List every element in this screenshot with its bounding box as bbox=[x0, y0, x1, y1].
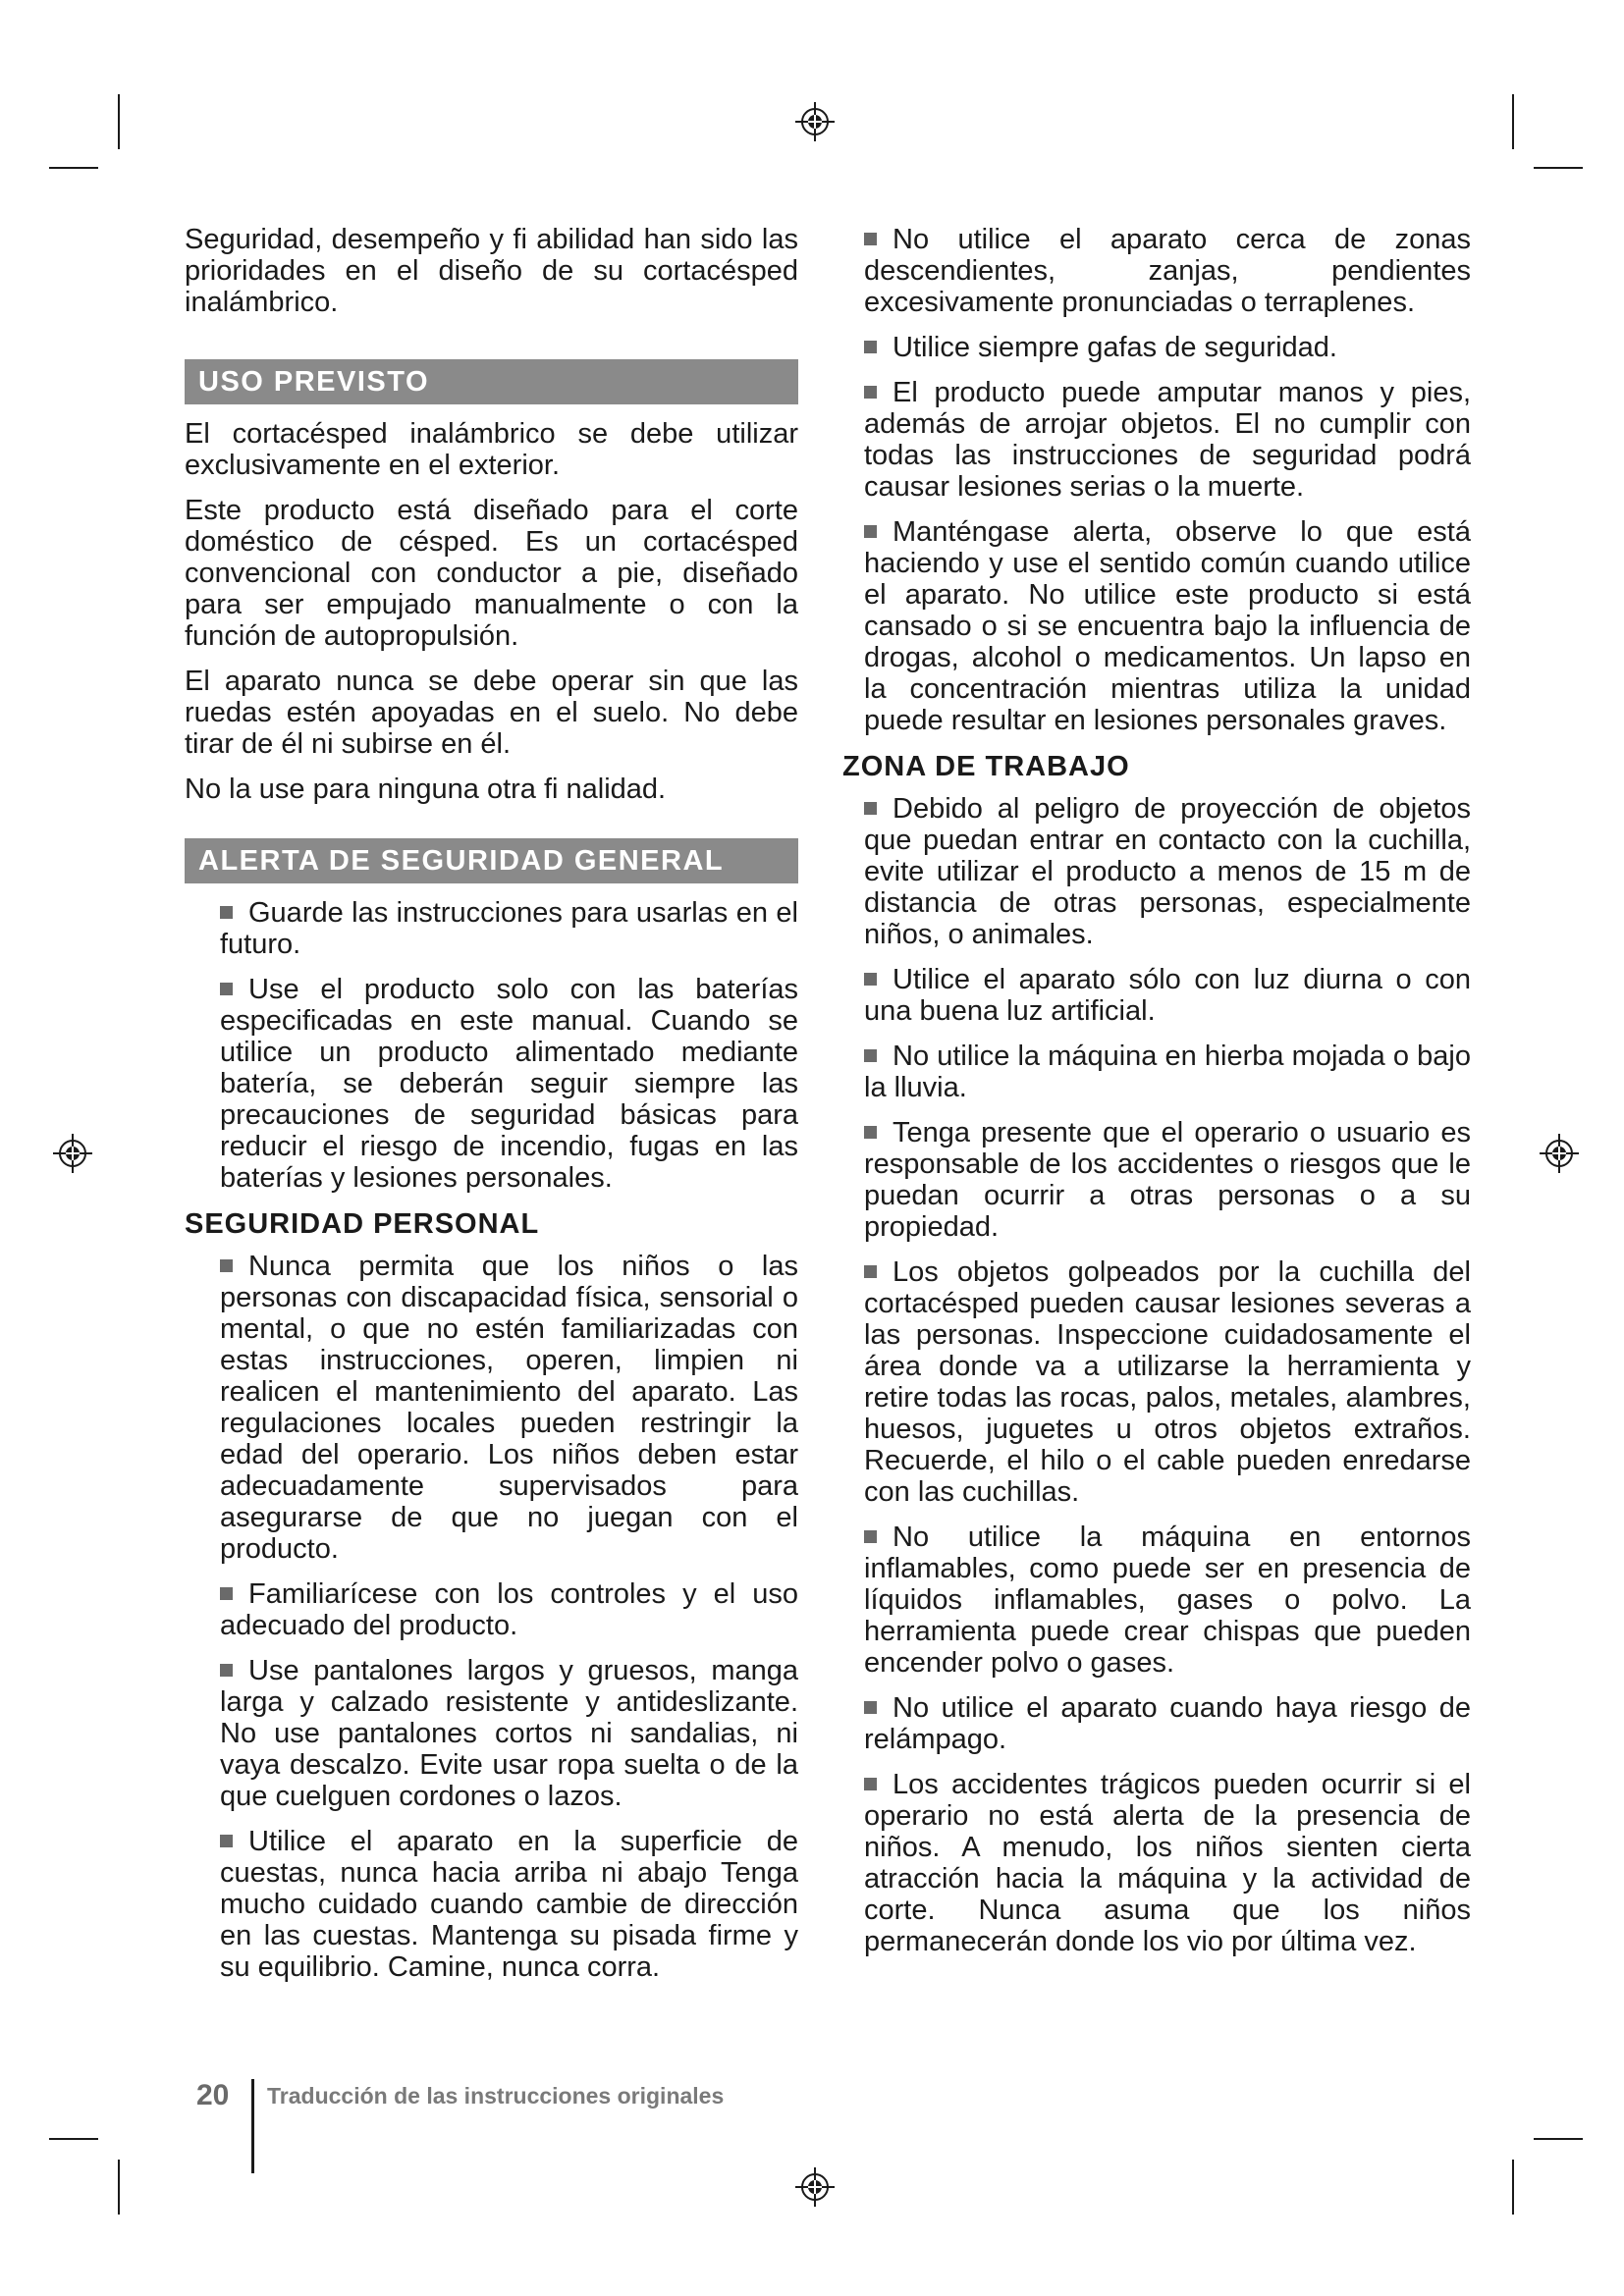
square-bullet-icon bbox=[220, 1664, 233, 1677]
square-bullet-icon bbox=[864, 341, 877, 353]
intro-paragraph: Seguridad, desempeño y fi abilidad han sido las prioridades en el diseño de su cortacésped inalámbrico. bbox=[185, 224, 798, 318]
list-item-text: Los objetos golpeados por la cuchilla del cortacésped pueden causar lesiones severas a las personas. Inspeccione cuidadosamente el área donde va a utilizarse la herramienta y retire todas las rocas, palos, metales, alambres, huesos, juguetes u otros objetos extraños. Recuerde, el hilo o el cable pueden enredarse con las cuchillas. bbox=[864, 1256, 1471, 1508]
list-item-text: No utilice la máquina en entornos inflamables, como puede ser en presencia de líquidos inflamables, gases o polvo. La herramienta puede crear chispas que pueden encender polvo o gases. bbox=[864, 1522, 1471, 1679]
list-item-text: Utilice el aparato sólo con luz diurna o con una buena luz artificial. bbox=[864, 964, 1471, 1027]
square-bullet-icon bbox=[220, 983, 233, 995]
crop-mark bbox=[49, 167, 98, 169]
crop-mark bbox=[1534, 167, 1583, 169]
list-item-text: No utilice el aparato cuando haya riesgo de relámpago. bbox=[864, 1692, 1471, 1755]
alerta-list bbox=[185, 897, 798, 1194]
list-item bbox=[864, 964, 1471, 1027]
square-bullet-icon bbox=[220, 1259, 233, 1272]
registration-mark-icon bbox=[793, 100, 837, 143]
square-bullet-icon bbox=[864, 525, 877, 538]
list-item-text: Tenga presente que el operario o usuario es responsable de los accidentes o riesgos que le puedan ocurrir a otras personas o a su propiedad. bbox=[864, 1117, 1471, 1243]
list-item bbox=[220, 974, 798, 1194]
registration-mark-icon bbox=[793, 2165, 837, 2209]
crop-mark bbox=[1512, 2160, 1514, 2215]
list-item bbox=[864, 377, 1471, 503]
list-item bbox=[864, 1769, 1471, 1957]
crop-mark bbox=[1534, 2138, 1583, 2140]
registration-mark-icon bbox=[1538, 1132, 1581, 1175]
section-heading-alerta: ALERTA DE SEGURIDAD GENERAL bbox=[185, 838, 798, 883]
seguridad-personal-list bbox=[185, 1251, 798, 1983]
list-item-text: Nunca permita que los niños o las personas con discapacidad física, sensorial o mental, o que no estén familiarizadas con estas instrucciones, operen, limpien ni realicen el mantenimiento del aparato. Las regulaciones locales pueden restringir la edad del operario. Los niños deben estar adecuadamente supervisados para asegurarse de que no juegan con el producto. bbox=[220, 1251, 798, 1565]
list-item bbox=[864, 1117, 1471, 1243]
list-item-text: Familiarícese con los controles y el uso adecuado del producto. bbox=[220, 1578, 798, 1641]
list-item-text: Use el producto solo con las baterías especificadas en este manual. Cuando se utilice un producto alimentado mediante batería, se deberán seguir siempre las precauciones de seguridad básicas para reducir el riesgo de incendio, fugas en las baterías y lesiones personales. bbox=[220, 974, 798, 1194]
list-item bbox=[864, 1522, 1471, 1679]
crop-mark bbox=[118, 2160, 120, 2215]
list-item-text: Utilice siempre gafas de seguridad. bbox=[893, 332, 1337, 363]
crop-mark bbox=[118, 94, 120, 149]
uso-previsto-paragraph: No la use para ninguna otra fi nalidad. bbox=[185, 774, 667, 805]
list-item bbox=[864, 1041, 1471, 1103]
square-bullet-icon bbox=[864, 1778, 877, 1790]
left-column bbox=[185, 224, 798, 1997]
list-item bbox=[220, 897, 798, 960]
section-heading-uso-previsto: USO PREVISTO bbox=[185, 359, 798, 404]
section-heading-seguridad-personal: SEGURIDAD PERSONAL bbox=[185, 1208, 540, 1240]
crop-mark bbox=[49, 2138, 98, 2140]
square-bullet-icon bbox=[220, 1835, 233, 1847]
list-item bbox=[864, 1692, 1471, 1755]
square-bullet-icon bbox=[864, 1265, 877, 1278]
safety-list bbox=[842, 224, 1471, 736]
list-item-text: Los accidentes trágicos pueden ocurrir si el operario no está alerta de la presencia de niños. A menudo, los niños sienten cierta atracción hacia la máquina y la actividad de corte. Nunca asuma que los niños permanecerán donde los vio por última vez. bbox=[864, 1769, 1471, 1957]
list-item bbox=[864, 224, 1471, 318]
square-bullet-icon bbox=[864, 1049, 877, 1062]
uso-previsto-paragraph: El cortacésped inalámbrico se debe utilizar exclusivamente en el exterior. bbox=[185, 418, 798, 481]
list-item-text: Guarde las instrucciones para usarlas en el futuro. bbox=[220, 897, 798, 960]
right-column bbox=[842, 224, 1471, 1971]
square-bullet-icon bbox=[864, 802, 877, 815]
list-item bbox=[220, 1826, 798, 1983]
section-heading-zona-trabajo: ZONA DE TRABAJO bbox=[842, 751, 1130, 782]
footer-divider bbox=[251, 2079, 254, 2173]
footer-text: Traducción de las instrucciones originales bbox=[267, 2083, 725, 2109]
list-item-text: Manténgase alerta, observe lo que está haciendo y use el sentido común cuando utilice el aparato. No utilice este producto si está cansado o si se encuentra bajo la influencia de drogas, alcohol o medicamentos. Un lapso en la concentración mientras utiliza la unidad puede resultar en lesiones personales graves. bbox=[864, 516, 1471, 736]
registration-mark-icon bbox=[51, 1132, 94, 1175]
list-item bbox=[864, 793, 1471, 950]
uso-previsto-paragraph: El aparato nunca se debe operar sin que las ruedas estén apoyadas en el suelo. No debe tirar de él ni subirse en él. bbox=[185, 666, 798, 760]
list-item-text: Use pantalones largos y gruesos, manga larga y calzado resistente y antideslizante. No use pantalones cortos ni sandalias, ni vaya descalzo. Evite usar ropa suelta o de la que cuelguen cordones o lazos. bbox=[220, 1655, 798, 1812]
square-bullet-icon bbox=[864, 386, 877, 399]
square-bullet-icon bbox=[864, 1530, 877, 1543]
list-item-text: No utilice el aparato cerca de zonas descendientes, zanjas, pendientes excesivamente pronunciadas o terraplenes. bbox=[864, 224, 1471, 318]
square-bullet-icon bbox=[864, 1701, 877, 1714]
square-bullet-icon bbox=[220, 906, 233, 919]
list-item bbox=[220, 1251, 798, 1565]
crop-mark bbox=[1512, 94, 1514, 149]
list-item-text: Debido al peligro de proyección de objetos que puedan entrar en contacto con la cuchilla, evite utilizar el producto a menos de 15 m de distancia de otras personas, especialmente niños, o animales. bbox=[864, 793, 1471, 950]
list-item-text: No utilice la máquina en hierba mojada o bajo la lluvia. bbox=[864, 1041, 1471, 1103]
page-number: 20 bbox=[196, 2079, 230, 2111]
list-item bbox=[220, 1655, 798, 1812]
zona-trabajo-list bbox=[842, 793, 1471, 1957]
uso-previsto-paragraph: Este producto está diseñado para el corte doméstico de césped. Es un cortacésped convencional con conductor a pie, diseñado para ser empujado manualmente o con la función de autopropulsión. bbox=[185, 495, 798, 652]
list-item-text: El producto puede amputar manos y pies, además de arrojar objetos. El no cumplir con todas las instrucciones de seguridad podrá causar lesiones serias o la muerte. bbox=[864, 377, 1471, 503]
square-bullet-icon bbox=[864, 233, 877, 245]
square-bullet-icon bbox=[220, 1587, 233, 1600]
list-item bbox=[864, 1256, 1471, 1508]
square-bullet-icon bbox=[864, 1126, 877, 1139]
square-bullet-icon bbox=[864, 973, 877, 986]
list-item bbox=[864, 332, 1471, 363]
list-item-text: Utilice el aparato en la superficie de cuestas, nunca hacia arriba ni abajo Tenga mucho cuidado cuando cambie de dirección en las cuestas. Mantenga su pisada firme y su equilibrio. Camine, nunca corra. bbox=[220, 1826, 798, 1983]
list-item bbox=[864, 516, 1471, 736]
list-item bbox=[220, 1578, 798, 1641]
